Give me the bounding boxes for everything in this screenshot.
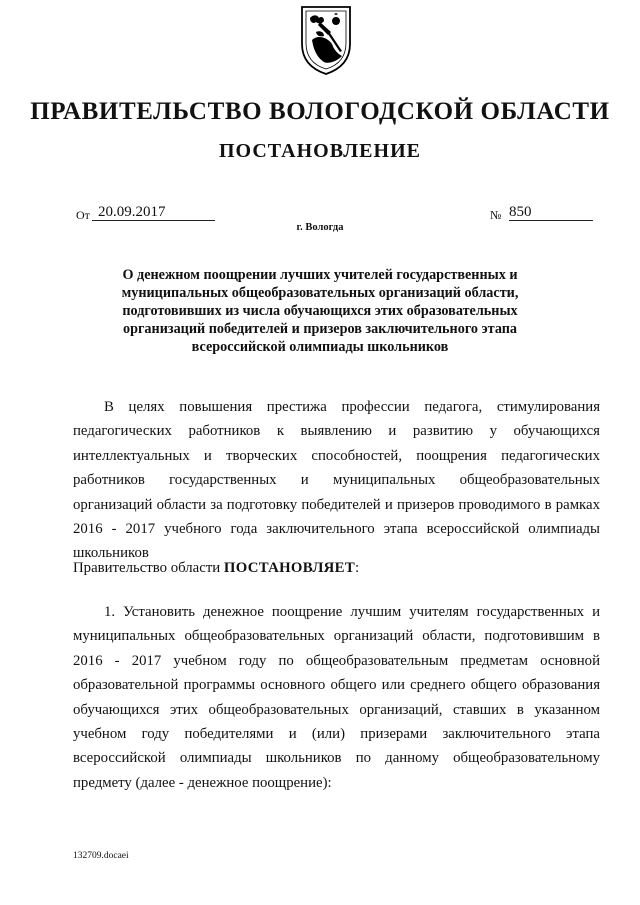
file-code: 132709.docaei: [73, 851, 129, 861]
resolution-prefix: Правительство области: [73, 560, 224, 576]
clause-1-paragraph: 1. Установить денежное поощрение лучшим учителям государственных и муниципальных общеобразовательных организаций области, подготовившим в 2016 - 2017 учебном году по общеобразовательным предметам основной образовательной программы основного общего или среднего общего образования обучающихся этих общеобразовательных организаций, ставших в указанном учебном году победителями и (или) призерами заключительного этапа всероссийской олимпиады школьников по данному общеобразовательному предмету (далее - денежное поощрение):: [73, 604, 600, 791]
document-subject: О денежном поощрении лучших учителей государственных и муниципальных общеобразовательных организаций области, подготовивших из числа обучающихся этих образовательных организаций победителей и призеров заключительного этапа всероссийской олимпиады школьников: [121, 267, 519, 355]
resolution-line: [73, 556, 600, 580]
resolution-keyword: ПОСТАНОВЛЯЕТ: [223, 560, 355, 576]
document-type-title: ПОСТАНОВЛЕНИЕ: [219, 140, 421, 162]
date-label: От: [76, 208, 90, 222]
preamble-paragraph: В целях повышения престижа профессии педагога, стимулирования педагогических работников к выявлению и развитию у обучающихся интеллектуальных и творческих способностей, поощрения педагогических работников государственных и муниципальных общеобразовательных организаций области за подготовку победителей и призеров проводимого в рамках 2016 - 2017 учебного года заключительного этапа всероссийской олимпиады школьников: [73, 399, 600, 562]
coat-of-arms-icon: [298, 4, 354, 76]
resolution-suffix: :: [355, 560, 360, 576]
city-name: г. Вологда: [296, 222, 344, 233]
document-date: 20.09.2017: [92, 204, 215, 221]
document-number: 850: [509, 204, 593, 221]
number-label: №: [490, 208, 502, 222]
government-title: ПРАВИТЕЛЬСТВО ВОЛОГОДСКОЙ ОБЛАСТИ: [30, 98, 610, 125]
